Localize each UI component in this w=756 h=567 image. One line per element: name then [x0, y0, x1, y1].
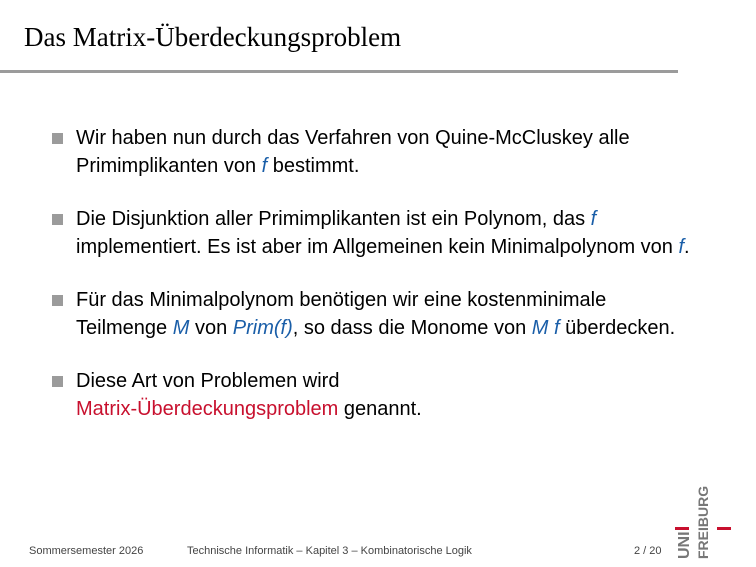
math-variable: M	[172, 317, 190, 339]
bullet-item	[52, 205, 692, 261]
square-bullet-icon	[52, 133, 63, 144]
bullet-text-part: von	[189, 317, 233, 339]
bullet-text-part: bestimmt.	[267, 155, 360, 177]
bullet-text-part: Die Disjunktion aller Primimplikanten ist ein Polynom, das	[76, 208, 591, 230]
bullet-text-part: überdecken.	[559, 317, 676, 339]
logo-uni-text: UNI	[676, 531, 693, 559]
footer-semester: Sommersemester 2026	[29, 545, 144, 557]
square-bullet-icon	[52, 376, 63, 387]
page-number: 2 / 20	[634, 545, 662, 557]
bullet-text	[76, 208, 690, 258]
university-logo	[677, 481, 731, 559]
bullet-list	[52, 124, 692, 448]
math-variable: f	[553, 317, 560, 339]
bullet-item	[52, 124, 692, 180]
math-variable: f	[261, 155, 268, 177]
title-divider	[0, 70, 678, 73]
bullet-item	[52, 286, 692, 342]
square-bullet-icon	[52, 295, 63, 306]
bullet-text-part: implementiert. Es ist aber im Allgemeinen kein Minimalpolynom von	[76, 236, 679, 258]
bullet-text	[76, 127, 630, 177]
bullet-text	[76, 370, 422, 420]
math-variable: M	[531, 317, 549, 339]
bullet-text-part: .	[684, 236, 690, 258]
math-variable: f	[678, 236, 685, 258]
logo-accent-bar	[717, 527, 731, 530]
bullet-text-part: , so dass die Monome von	[292, 317, 532, 339]
bullet-text-part: Diese Art von Problemen wird	[76, 370, 340, 392]
logo-freiburg-text: FREIBURG	[695, 485, 711, 559]
slide-title: Das Matrix-Überdeckungsproblem	[24, 22, 402, 52]
bullet-text-part: genannt.	[338, 398, 422, 420]
logo-accent-bar	[675, 527, 689, 530]
bullet-text-part: Für das Minimalpolynom benötigen wir eine kostenminimale Teilmenge	[76, 289, 607, 339]
bullet-text	[76, 289, 675, 339]
highlighted-term: Matrix-Überdeckungsproblem	[76, 398, 339, 420]
square-bullet-icon	[52, 214, 63, 225]
math-variable: Prim(f)	[232, 317, 293, 339]
bullet-item	[52, 367, 692, 423]
footer-course: Technische Informatik – Kapitel 3 – Kombinatorische Logik	[187, 545, 472, 557]
math-variable: f	[590, 208, 597, 230]
bullet-text-part: Wir haben nun durch das Verfahren von Quine-McCluskey alle Primimplikanten von	[76, 127, 630, 177]
